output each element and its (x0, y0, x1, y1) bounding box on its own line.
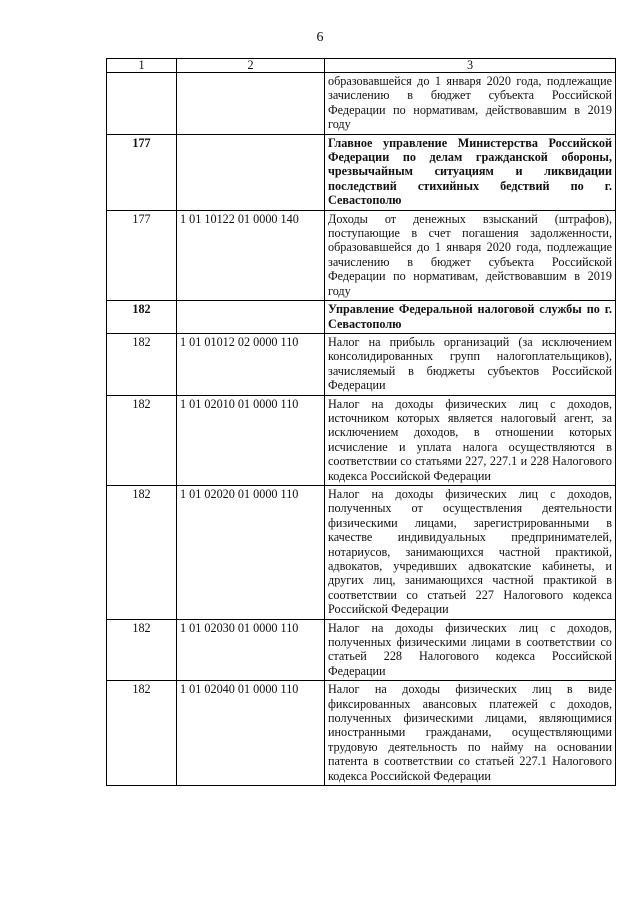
table-row (107, 681, 616, 786)
budget-code-cell (177, 73, 325, 135)
column-header-2: 2 (177, 59, 325, 73)
revenue-name-cell: Налог на доходы физических лиц в виде фиксированных авансовых платежей с доходов, полученных физическими лицами, являющимися иностранными гражданами, осуществляющими трудовую деятельность по найму на основании патента в соответствии со статьей 227.1 Налогового кодекса Российской Федерации (325, 681, 616, 786)
revenue-name-cell: Налог на доходы физических лиц с доходов, полученных физическими лицами в соответствии со статьей 228 Налогового кодекса Российской Федерации (325, 619, 616, 681)
budget-revenue-table (106, 58, 616, 786)
admin-code-cell: 182 (107, 301, 177, 334)
revenue-name-cell: Управление Федеральной налоговой службы по г. Севастополю (325, 301, 616, 334)
budget-code-cell: 1 01 02040 01 0000 110 (177, 681, 325, 786)
column-header-3: 3 (325, 59, 616, 73)
table-row (107, 134, 616, 210)
budget-code-cell: 1 01 02020 01 0000 110 (177, 485, 325, 619)
revenue-name-cell: Главное управление Министерства Российской Федерации по делам гражданской обороны, чрезвычайным ситуациям и ликвидации последствий стихийных бедствий по г. Севастополю (325, 134, 616, 210)
admin-code-cell: 182 (107, 395, 177, 485)
revenue-name-cell: Налог на доходы физических лиц с доходов, источником которых является налоговый агент, за исключением доходов, в отношении которых исчисление и уплата налога осуществляются в соответствии со статьями 227, 227.1 и 228 Налогового кодекса Российской Федерации (325, 395, 616, 485)
admin-code-cell (107, 73, 177, 135)
budget-code-cell: 1 01 01012 02 0000 110 (177, 333, 325, 395)
page-number: 6 (316, 30, 324, 45)
table-row (107, 333, 616, 395)
revenue-name-cell: Налог на доходы физических лиц с доходов, полученных от осуществления деятельности физическими лицами, зарегистрированными в качестве индивидуальных предпринимателей, нотариусов, занимающихся частной практикой, адвокатов, учредивших адвокатские кабинеты, и других лиц, занимающихся частной практикой в соответствии со статьей 227 Налогового кодекса Российской Федерации (325, 485, 616, 619)
table-row (107, 395, 616, 485)
admin-code-cell: 182 (107, 485, 177, 619)
budget-code-cell: 1 01 02030 01 0000 110 (177, 619, 325, 681)
table-row (107, 73, 616, 135)
revenue-name-cell: Налог на прибыль организаций (за исключением консолидированных групп налогоплательщиков), зачисляемый в бюджеты субъектов Российской Федерации (325, 333, 616, 395)
admin-code-cell: 182 (107, 333, 177, 395)
table-row (107, 301, 616, 334)
budget-code-cell: 1 01 02010 01 0000 110 (177, 395, 325, 485)
admin-code-cell: 182 (107, 681, 177, 786)
table-row (107, 210, 616, 300)
column-header-1: 1 (107, 59, 177, 73)
admin-code-cell: 182 (107, 619, 177, 681)
budget-code-cell (177, 301, 325, 334)
table-header-row (107, 59, 616, 73)
table-row (107, 619, 616, 681)
budget-code-cell: 1 01 10122 01 0000 140 (177, 210, 325, 300)
revenue-name-cell: образовавшейся до 1 января 2020 года, подлежащие зачислению в бюджет субъекта Российской Федерации по нормативам, действовавшим в 2019 году (325, 73, 616, 135)
admin-code-cell: 177 (107, 210, 177, 300)
admin-code-cell: 177 (107, 134, 177, 210)
revenue-name-cell: Доходы от денежных взысканий (штрафов), поступающие в счет погашения задолженности, образовавшейся до 1 января 2020 года, подлежащие зачислению в бюджет субъекта Российской Федерации по нормативам, действовавшим в 2019 году (325, 210, 616, 300)
budget-code-cell (177, 134, 325, 210)
table-row (107, 485, 616, 619)
